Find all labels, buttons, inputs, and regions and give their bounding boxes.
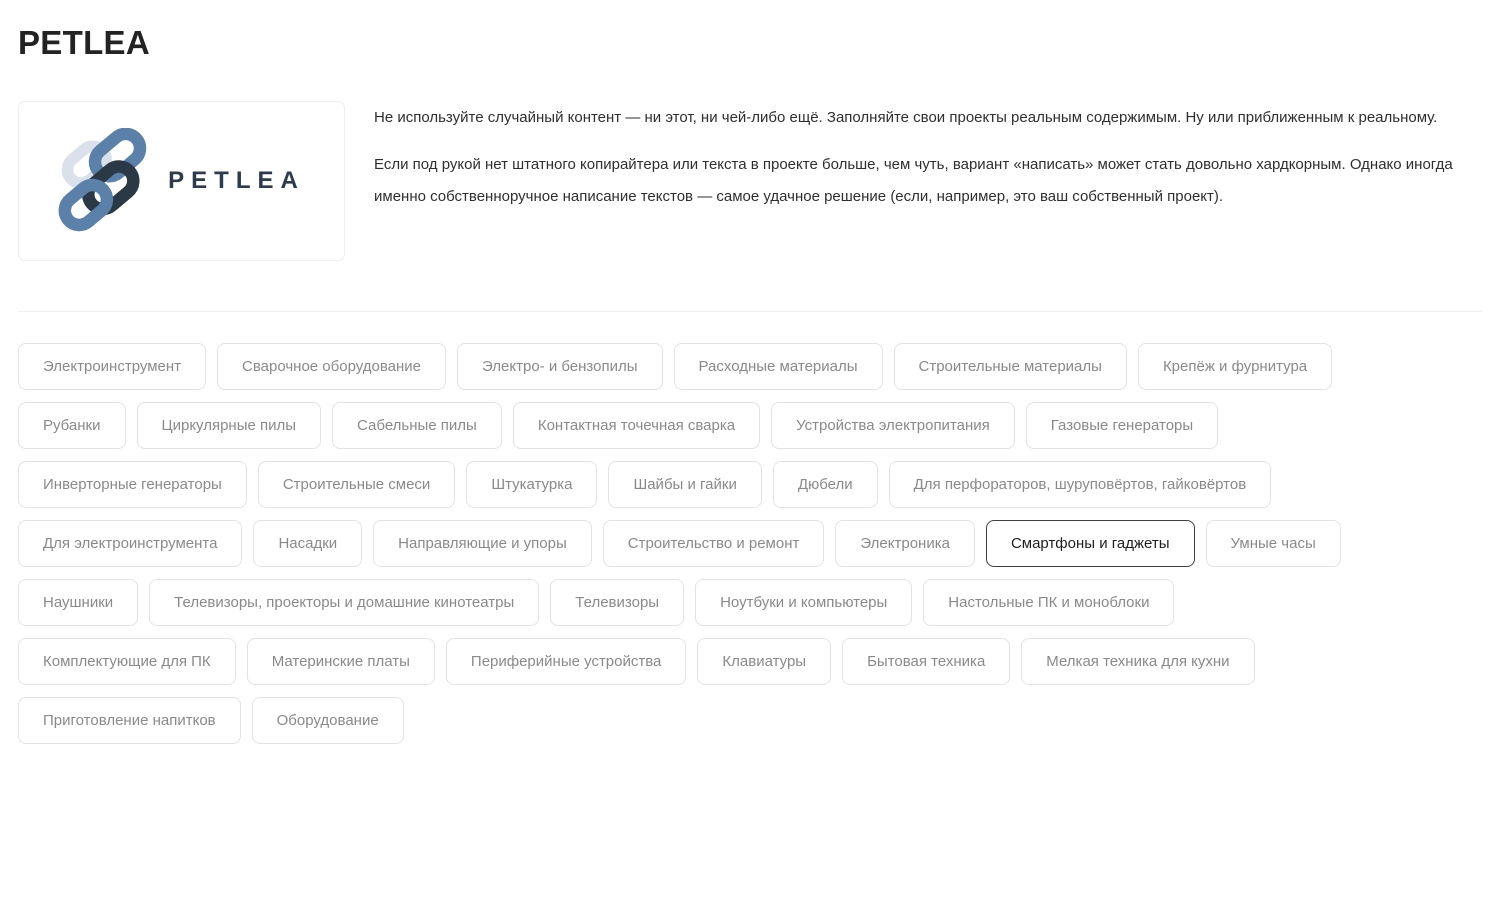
chip-row [18, 402, 1482, 449]
category-chip[interactable]: Умные часы [1206, 520, 1341, 567]
category-chip[interactable]: Строительство и ремонт [603, 520, 825, 567]
category-chip[interactable]: Электроника [835, 520, 975, 567]
chip-row [18, 520, 1482, 567]
logo-wordmark: PETLEA [168, 167, 305, 194]
category-chip[interactable]: Электро- и бензопилы [457, 343, 663, 390]
category-chip[interactable]: Мелкая техника для кухни [1021, 638, 1254, 685]
category-chip[interactable]: Строительные смеси [258, 461, 456, 508]
category-chip[interactable]: Наушники [18, 579, 138, 626]
intro-paragraph-2: Если под рукой нет штатного копирайтера или текста в проекте больше, чем чуть, вариант «написать» может стать довольно хардкорным. Однако иногда именно собственноручное написание текстов — самое удачное решение (если, например, это ваш собственный проект). [374, 155, 1453, 205]
category-chip[interactable]: Телевизоры [550, 579, 684, 626]
category-chip[interactable]: Газовые генераторы [1026, 402, 1218, 449]
category-chip[interactable]: Направляющие и упоры [373, 520, 592, 567]
category-chip[interactable]: Шайбы и гайки [608, 461, 761, 508]
category-chip[interactable]: Бытовая техника [842, 638, 1010, 685]
category-chip[interactable]: Устройства электропитания [771, 402, 1015, 449]
category-chip[interactable]: Сабельные пилы [332, 402, 502, 449]
category-chip[interactable]: Рубанки [18, 402, 126, 449]
category-chip[interactable]: Клавиатуры [697, 638, 831, 685]
category-chip[interactable]: Комплектующие для ПК [18, 638, 236, 685]
intro-text [374, 101, 1482, 228]
category-chip[interactable]: Насадки [253, 520, 362, 567]
chip-row [18, 343, 1482, 390]
category-chip[interactable]: Материнские платы [247, 638, 435, 685]
page-title: PETLEA [18, 24, 150, 61]
chip-row [18, 579, 1482, 626]
chip-row [18, 461, 1482, 508]
intro-paragraph-1: Не используйте случайный контент — ни этот, ни чей-либо ещё. Заполняйте свои проекты реальным содержимым. Ну или приближенным к реальному. [374, 109, 1438, 126]
category-chip[interactable]: Контактная точечная сварка [513, 402, 760, 449]
category-chip[interactable]: Дюбели [773, 461, 878, 508]
category-chip[interactable]: Ноутбуки и компьютеры [695, 579, 912, 626]
category-chips [18, 343, 1482, 744]
category-chip[interactable]: Телевизоры, проекторы и домашние кинотеатры [149, 579, 539, 626]
chip-row [18, 638, 1482, 685]
category-chip[interactable]: Для электроинструмента [18, 520, 242, 567]
category-chip[interactable]: Циркулярные пилы [137, 402, 322, 449]
chip-row [18, 697, 1482, 744]
logo-card [18, 101, 345, 261]
category-chip[interactable]: Штукатурка [466, 461, 597, 508]
category-chip[interactable]: Инверторные генераторы [18, 461, 247, 508]
category-chip[interactable]: Оборудование [252, 697, 404, 744]
category-chip[interactable]: Электроинструмент [18, 343, 206, 390]
section-divider [18, 311, 1482, 312]
category-chip[interactable]: Периферийные устройства [446, 638, 686, 685]
header [18, 101, 1482, 261]
category-chip[interactable]: Настольные ПК и моноблоки [923, 579, 1174, 626]
petlea-logo-icon [58, 128, 154, 234]
category-chip[interactable]: Приготовление напитков [18, 697, 241, 744]
category-chip[interactable]: Строительные материалы [894, 343, 1127, 390]
category-chip[interactable]: Сварочное оборудование [217, 343, 446, 390]
category-chip[interactable]: Для перфораторов, шуруповёртов, гайковёртов [889, 461, 1272, 508]
category-chip[interactable]: Крепёж и фурнитура [1138, 343, 1332, 390]
category-chip[interactable]: Расходные материалы [674, 343, 883, 390]
page [0, 24, 1500, 744]
category-chip-selected[interactable]: Смартфоны и гаджеты [986, 520, 1195, 567]
